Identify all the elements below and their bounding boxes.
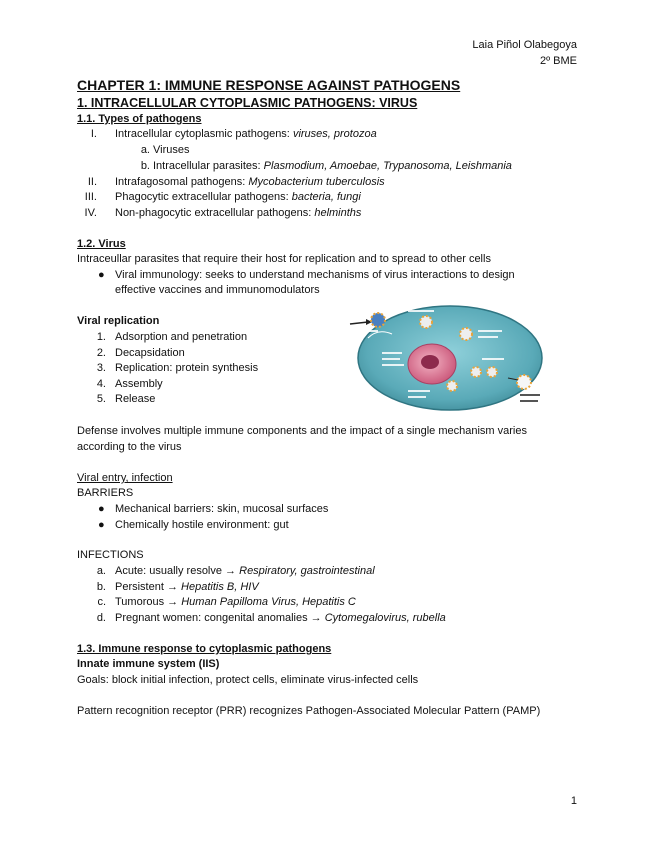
prr-text: Pattern recognition receptor (PRR) recognizes Pathogen-Associated Molecular Pattern (PAMP) [77, 705, 541, 717]
virus-heading: 1.2. Virus [77, 238, 126, 250]
list-marker: IV. [84, 207, 97, 219]
list-marker: 4. [96, 378, 106, 390]
list-text: Acute: usually resolve → [115, 565, 240, 577]
diagram-outer-labels [520, 394, 540, 402]
list-italic: bacteria, fungi [291, 191, 361, 203]
defense-line1: Defense involves multiple immune components and the impact of a single mechanism varies [77, 425, 527, 437]
list-item [0, 377, 340, 392]
types-heading: 1.1. Types of pathogens [77, 113, 202, 125]
list-marker: b. [140, 160, 150, 172]
entry-arrow-icon [350, 322, 368, 324]
virus-particle-icon [460, 328, 472, 340]
virus-particle-icon [517, 375, 531, 389]
list-text: Adsorption and penetration [115, 331, 248, 343]
list-italic: helminths [314, 207, 362, 219]
chapter-title: CHAPTER 1: IMMUNE RESPONSE AGAINST PATHOGENS [77, 77, 461, 93]
list-text: Phagocytic extracellular pathogens: [115, 191, 292, 203]
list-item [0, 159, 655, 174]
replication-heading: Viral replication [77, 315, 160, 327]
list-item [0, 595, 655, 610]
bullet-icon: ● [98, 269, 105, 281]
list-text: Decapsidation [115, 347, 185, 359]
list-italic: Plasmodium, Amoebae, Trypanosoma, Leishmania [263, 160, 512, 172]
list-text: Intracellular parasites: [153, 160, 264, 172]
list-item [0, 330, 340, 345]
list-italic: Human Papilloma Virus, Hepatitis C [181, 596, 356, 608]
author-name: Laia Piñol Olabegoya [472, 39, 577, 51]
list-marker: 1. [96, 331, 106, 343]
viral-replication-diagram [348, 300, 544, 414]
list-italic: Cytomegalovirus, rubella [324, 612, 446, 624]
list-item: Mechanical barriers: skin, mucosal surfaces [115, 503, 329, 515]
list-item [0, 361, 340, 376]
list-marker: II. [87, 176, 97, 188]
bullet-icon: ● [98, 519, 105, 531]
list-text: Intrafagosomal pathogens: [115, 176, 249, 188]
entry-heading: Viral entry, infection [77, 472, 173, 484]
list-item [0, 127, 655, 142]
virus-bullet-line1: Viral immunology: seeks to understand mechanisms of virus interactions to design [115, 269, 515, 281]
list-item [0, 611, 655, 626]
list-item: Chemically hostile environment: gut [115, 519, 289, 531]
list-marker: 2. [96, 347, 106, 359]
list-marker: c. [97, 596, 106, 608]
list-item [0, 346, 340, 361]
virus-intro: Intraceullar parasites that require their host for replication and to spread to other cells [77, 253, 491, 265]
list-item [0, 392, 340, 407]
barriers-label: BARRIERS [77, 487, 134, 499]
virus-particle-icon [447, 381, 457, 391]
list-text: Tumorous → [115, 596, 182, 608]
list-item [0, 175, 655, 190]
list-marker: b. [96, 581, 106, 593]
list-marker: III. [84, 191, 97, 203]
list-marker: I. [90, 128, 97, 140]
list-italic: Respiratory, gastrointestinal [239, 565, 375, 577]
list-text: Replication: protein synthesis [115, 362, 259, 374]
list-text: Persistent → [115, 581, 182, 593]
virus-particle-icon [371, 313, 385, 327]
virus-particle-icon [471, 367, 481, 377]
virus-particle-icon [487, 367, 497, 377]
list-marker: a. [140, 144, 150, 156]
list-item [0, 564, 655, 579]
virus-bullet-line2: effective vaccines and immunomodulators [115, 284, 320, 296]
list-item [0, 580, 655, 595]
page-number: 1 [570, 795, 577, 807]
list-text: Release [115, 393, 156, 405]
goals-text: Goals: block initial infection, protect cells, eliminate virus-infected cells [77, 674, 419, 686]
list-marker: 3. [96, 362, 106, 374]
virus-particle-icon [420, 316, 432, 328]
list-text: Assembly [115, 378, 163, 390]
list-marker: a. [96, 565, 106, 577]
list-text: Intracellular cytoplasmic pathogens: [115, 128, 293, 140]
list-item [0, 206, 655, 221]
immune-heading: 1.3. Immune response to cytoplasmic pathogens [77, 643, 332, 655]
list-marker: 5. [96, 393, 106, 405]
list-item [0, 190, 655, 205]
nucleolus [421, 355, 439, 369]
infections-label: INFECTIONS [77, 549, 144, 561]
innate-subheading: Innate immune system (IIS) [77, 658, 220, 670]
list-italic: Hepatitis B, HIV [181, 581, 259, 593]
list-italic: Mycobacterium tuberculosis [248, 176, 385, 188]
list-text: Non-phagocytic extracellular pathogens: [115, 207, 315, 219]
defense-line2: according to the virus [77, 441, 182, 453]
list-marker: d. [96, 612, 106, 624]
list-text: Viruses [153, 144, 190, 156]
list-italic: viruses, protozoa [292, 128, 377, 140]
section-title: 1. INTRACELLULAR CYTOPLASMIC PATHOGENS: VIRUS [77, 96, 418, 110]
bullet-icon: ● [98, 503, 105, 515]
course-label: 2º BME [539, 55, 577, 67]
list-item [0, 143, 655, 158]
list-text: Pregnant women: congenital anomalies → [115, 612, 325, 624]
